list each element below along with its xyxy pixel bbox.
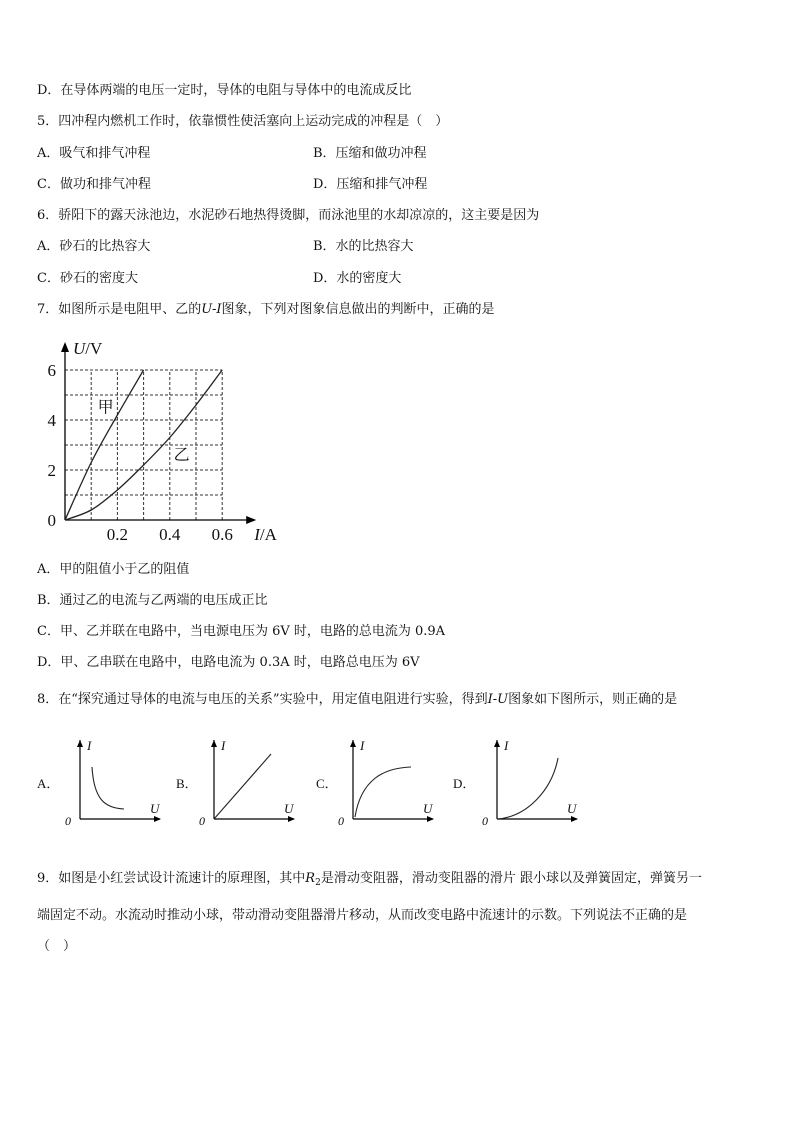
- q8-i-label: I: [504, 738, 509, 753]
- q8-i-label: I: [360, 738, 365, 753]
- y-axis-label: U/V: [73, 339, 103, 358]
- q8-curve: [497, 758, 558, 819]
- q7-option-b: B．通过乙的电流与乙两端的电压成正比: [37, 593, 268, 608]
- q8-origin: 0: [482, 814, 488, 828]
- chart-grid: [65, 370, 222, 520]
- q9-stem-line2: 端固定不动。水流动时推动小球，带动滑动变阻器滑片移动，从而改变电路中流速计的示数。下列说法不正确的是: [37, 908, 688, 923]
- q8-option-label: A．: [37, 776, 60, 791]
- y-tick-label: 0: [47, 511, 56, 530]
- q6-option-b: B．水的比热容大: [313, 239, 414, 254]
- q8-option-label: C．: [316, 776, 338, 791]
- x-tick-label: 0.4: [159, 525, 181, 544]
- ui-chart: [0, 0, 794, 560]
- q8-i-arrow: [494, 740, 500, 747]
- q8-option-label: B．: [176, 776, 198, 791]
- q8-i-arrow: [350, 740, 356, 747]
- q8-u-label: U: [150, 801, 160, 816]
- q8-origin: 0: [199, 814, 205, 828]
- q8-graph-b: [176, 738, 295, 828]
- y-tick-label: 4: [47, 411, 56, 430]
- q8-u-arrow: [288, 816, 295, 822]
- q6-option-a: A．砂石的比热容大: [37, 239, 151, 254]
- q7-option-a: A．甲的阻值小于乙的阻值: [37, 562, 190, 577]
- q8-graph-a: [37, 738, 161, 828]
- y-tick-label: 6: [47, 361, 56, 380]
- series-label-2: 乙: [173, 447, 190, 464]
- y-axis-arrow: [61, 342, 69, 352]
- q6-option-d: D．水的密度大: [313, 271, 402, 286]
- q8-u-label: U: [284, 801, 294, 816]
- q8-i-arrow: [77, 740, 83, 747]
- q8-curve: [214, 754, 271, 819]
- q8-u-arrow: [427, 816, 434, 822]
- q6-option-c: C．砂石的密度大: [37, 271, 138, 286]
- q8-graph-c: [316, 738, 434, 828]
- series-label-1: 甲: [97, 399, 114, 417]
- q9-stem-line1: 9．如图是小红尝试设计流速计的原理图，其中$R_2$是滑动变阻器，滑动变阻器的滑片 跟小球以及弹簧固定，弹簧另一: [37, 871, 702, 888]
- x-axis-arrow: [246, 516, 256, 524]
- q8-i-label: I: [221, 738, 226, 753]
- q8-graphs: [0, 720, 794, 840]
- q8-i-arrow: [211, 740, 217, 747]
- q5-option-d: D．压缩和排气冲程: [313, 177, 428, 192]
- x-axis-label: I/A: [254, 525, 277, 544]
- q8-origin: 0: [65, 814, 71, 828]
- y-tick-label: 2: [47, 461, 56, 480]
- q8-u-arrow: [571, 816, 578, 822]
- q7-option-d: D．甲、乙串联在电路中，电路电流为 0.3A 时，电路总电压为 6V: [37, 655, 420, 670]
- q5-stem: 5．四冲程内燃机工作时，依靠惯性使活塞向上运动完成的冲程是（ ）: [37, 114, 449, 129]
- q7-option-c: C．甲、乙并联在电路中，当电源电压为 6V 时，电路的总电流为 0.9A: [37, 624, 446, 639]
- q4-option-d: D．在导体两端的电压一定时，导体的电阻与导体中的电流成反比: [37, 83, 412, 98]
- q8-origin: 0: [338, 814, 344, 828]
- q7-stem: 7．如图所示是电阻甲、乙的U-I图象，下列对图象信息做出的判断中，正确的是: [37, 302, 495, 317]
- q8-u-label: U: [423, 801, 433, 816]
- chart-axes: [61, 342, 256, 524]
- q8-u-label: U: [567, 801, 577, 816]
- q8-stem: 8．在“探究通过导体的电流与电压的关系”实验中，用定值电阻进行实验，得到I-U图象如下图所示，则正确的是: [37, 692, 678, 707]
- q8-option-label: D．: [453, 776, 476, 791]
- q5-option-a: A．吸气和排气冲程: [37, 146, 151, 161]
- x-tick-label: 0.6: [211, 525, 233, 544]
- q5-option-c: C．做功和排气冲程: [37, 177, 151, 192]
- q8-i-label: I: [87, 738, 92, 753]
- q8-curve: [92, 767, 124, 809]
- q5-option-b: B．压缩和做功冲程: [313, 146, 427, 161]
- q8-curve: [355, 767, 411, 817]
- q9-stem-line3: （ ）: [37, 939, 77, 954]
- q8-u-arrow: [154, 816, 161, 822]
- x-tick-label: 0.2: [106, 525, 129, 544]
- q6-stem: 6．骄阳下的露天泳池边，水泥砂石地热得烫脚，而泳池里的水却凉凉的，这主要是因为: [37, 208, 540, 223]
- q8-graph-d: [453, 738, 578, 828]
